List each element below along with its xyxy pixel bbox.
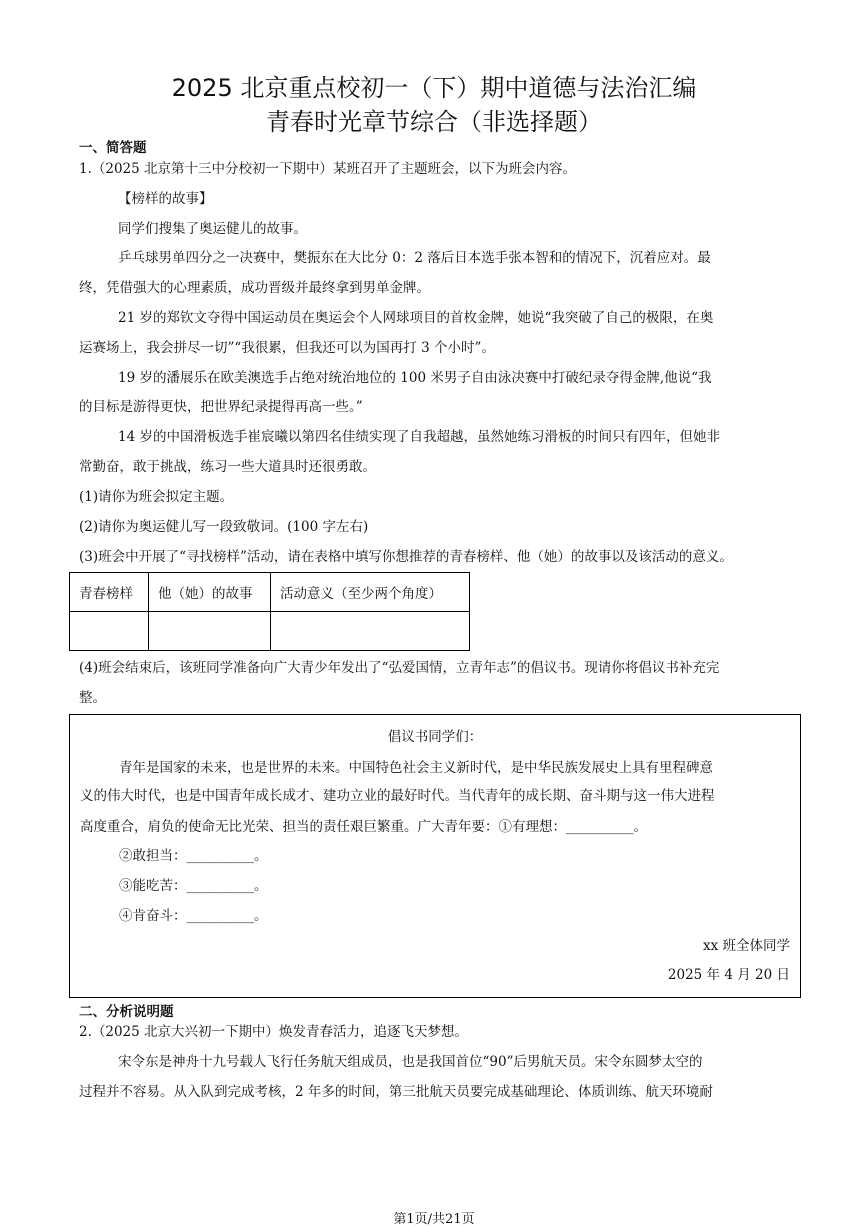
story-heading: 【榜样的故事】	[118, 191, 213, 207]
sub-question-4-cont: 整。	[79, 690, 106, 706]
paragraph: 的目标是游得更快，把世界纪录提得再高一些。”	[79, 399, 363, 415]
sub-question-2: (2)请你为奥运健儿写一段致敬词。(100 字左右)	[79, 519, 369, 535]
letter-line: 高度重合，肩负的使命无比光荣、担当的责任艰巨繁重。广大青年要：①有理想：__________。	[80, 819, 647, 835]
paragraph: 19 岁的潘展乐在欧美澳选手占绝对统治地位的 100 米男子自由泳决赛中打破纪录夺得金牌,他说“我	[118, 370, 712, 386]
paragraph: 同学们搜集了奥运健儿的故事。	[118, 221, 307, 237]
table-answer-cell	[149, 612, 271, 651]
sub-question-3: (3)班会中开展了“寻找榜样”活动，请在表格中填写你想推荐的青春榜样、他（她）的故事以及该活动的意义。	[79, 549, 733, 565]
page-footer: 第1页/共21页	[393, 1212, 475, 1227]
paragraph: 过程并不容易。从入队到完成考核，2 年多的时间，第三批航天员要完成基础理论、体质训练、航天环境耐	[79, 1084, 713, 1100]
sub-question-4: (4)班会结束后，该班同学准备向广大青少年发出了“弘爱国情，立青年志”的倡议书。现请你将倡议书补充完	[79, 660, 720, 676]
table-answer-cell	[70, 612, 149, 651]
letter-line: ④肯奋斗：__________。	[119, 908, 268, 924]
recommendation-table	[69, 572, 470, 651]
letter-signer: xx 班全体同学	[702, 938, 790, 954]
proposal-letter-box	[69, 714, 801, 998]
paragraph: 宋令东是神舟十九号载人飞行任务航天组成员，也是我国首位“90”后男航天员。宋令东圆梦太空的	[118, 1054, 703, 1070]
table-answer-cell	[271, 612, 470, 651]
paragraph: 乒乓球男单四分之一决赛中，樊振东在大比分 0：2 落后日本选手张本智和的情况下，沉着应对。最	[118, 250, 711, 266]
paragraph: 21 岁的郑钦文夺得中国运动员在奥运会个人网球项目的首枚金牌，她说“我突破了自己的极限，在奥	[118, 310, 714, 326]
table-header-cell: 他（她）的故事	[149, 573, 271, 612]
letter-heading: 倡议书同学们：	[387, 729, 483, 745]
paragraph: 常勤奋，敢于挑战，练习一些大道具时还很勇敢。	[79, 459, 376, 475]
letter-line: ②敢担当：__________。	[119, 848, 268, 864]
table-header-row	[70, 573, 470, 612]
paragraph: 运赛场上，我会拼尽一切”“我很累，但我还可以为国再打 3 个小时”。	[79, 340, 495, 356]
letter-line: 青年是国家的未来，也是世界的未来。中国特色社会主义新时代，是中华民族发展史上具有里程碑意	[119, 760, 713, 776]
document-title: 2025 北京重点校初一（下）期中道德与法治汇编	[171, 74, 697, 102]
sub-question-1: (1)请你为班会拟定主题。	[79, 489, 234, 505]
section-heading-short-answer: 一、简答题	[79, 140, 147, 156]
table-header-cell: 青春榜样	[70, 573, 149, 612]
letter-date: 2025 年 4 月 20 日	[667, 967, 790, 983]
table-row	[70, 612, 470, 651]
question-1-intro: 1.（2025 北京第十三中分校初一下期中）某班召开了主题班会，以下为班会内容。	[79, 161, 577, 177]
paragraph: 14 岁的中国滑板选手崔宸曦以第四名佳绩实现了自我超越，虽然她练习滑板的时间只有四年，但她非	[118, 429, 720, 445]
question-2-intro: 2.（2025 北京大兴初一下期中）焕发青春活力，追逐飞天梦想。	[79, 1024, 469, 1040]
table-header-cell: 活动意义（至少两个角度）	[271, 573, 470, 612]
letter-line: ③能吃苦：__________。	[119, 878, 268, 894]
document-subtitle: 青春时光章节综合（非选择题）	[266, 108, 602, 136]
letter-line: 义的伟大时代，也是中国青年成长成才、建功立业的最好时代。当代青年的成长期、奋斗期与这一伟大进程	[80, 788, 715, 804]
paragraph: 终，凭借强大的心理素质，成功晋级并最终拿到男单金牌。	[79, 280, 430, 296]
section-heading-analysis: 二、分析说明题	[79, 1004, 174, 1020]
